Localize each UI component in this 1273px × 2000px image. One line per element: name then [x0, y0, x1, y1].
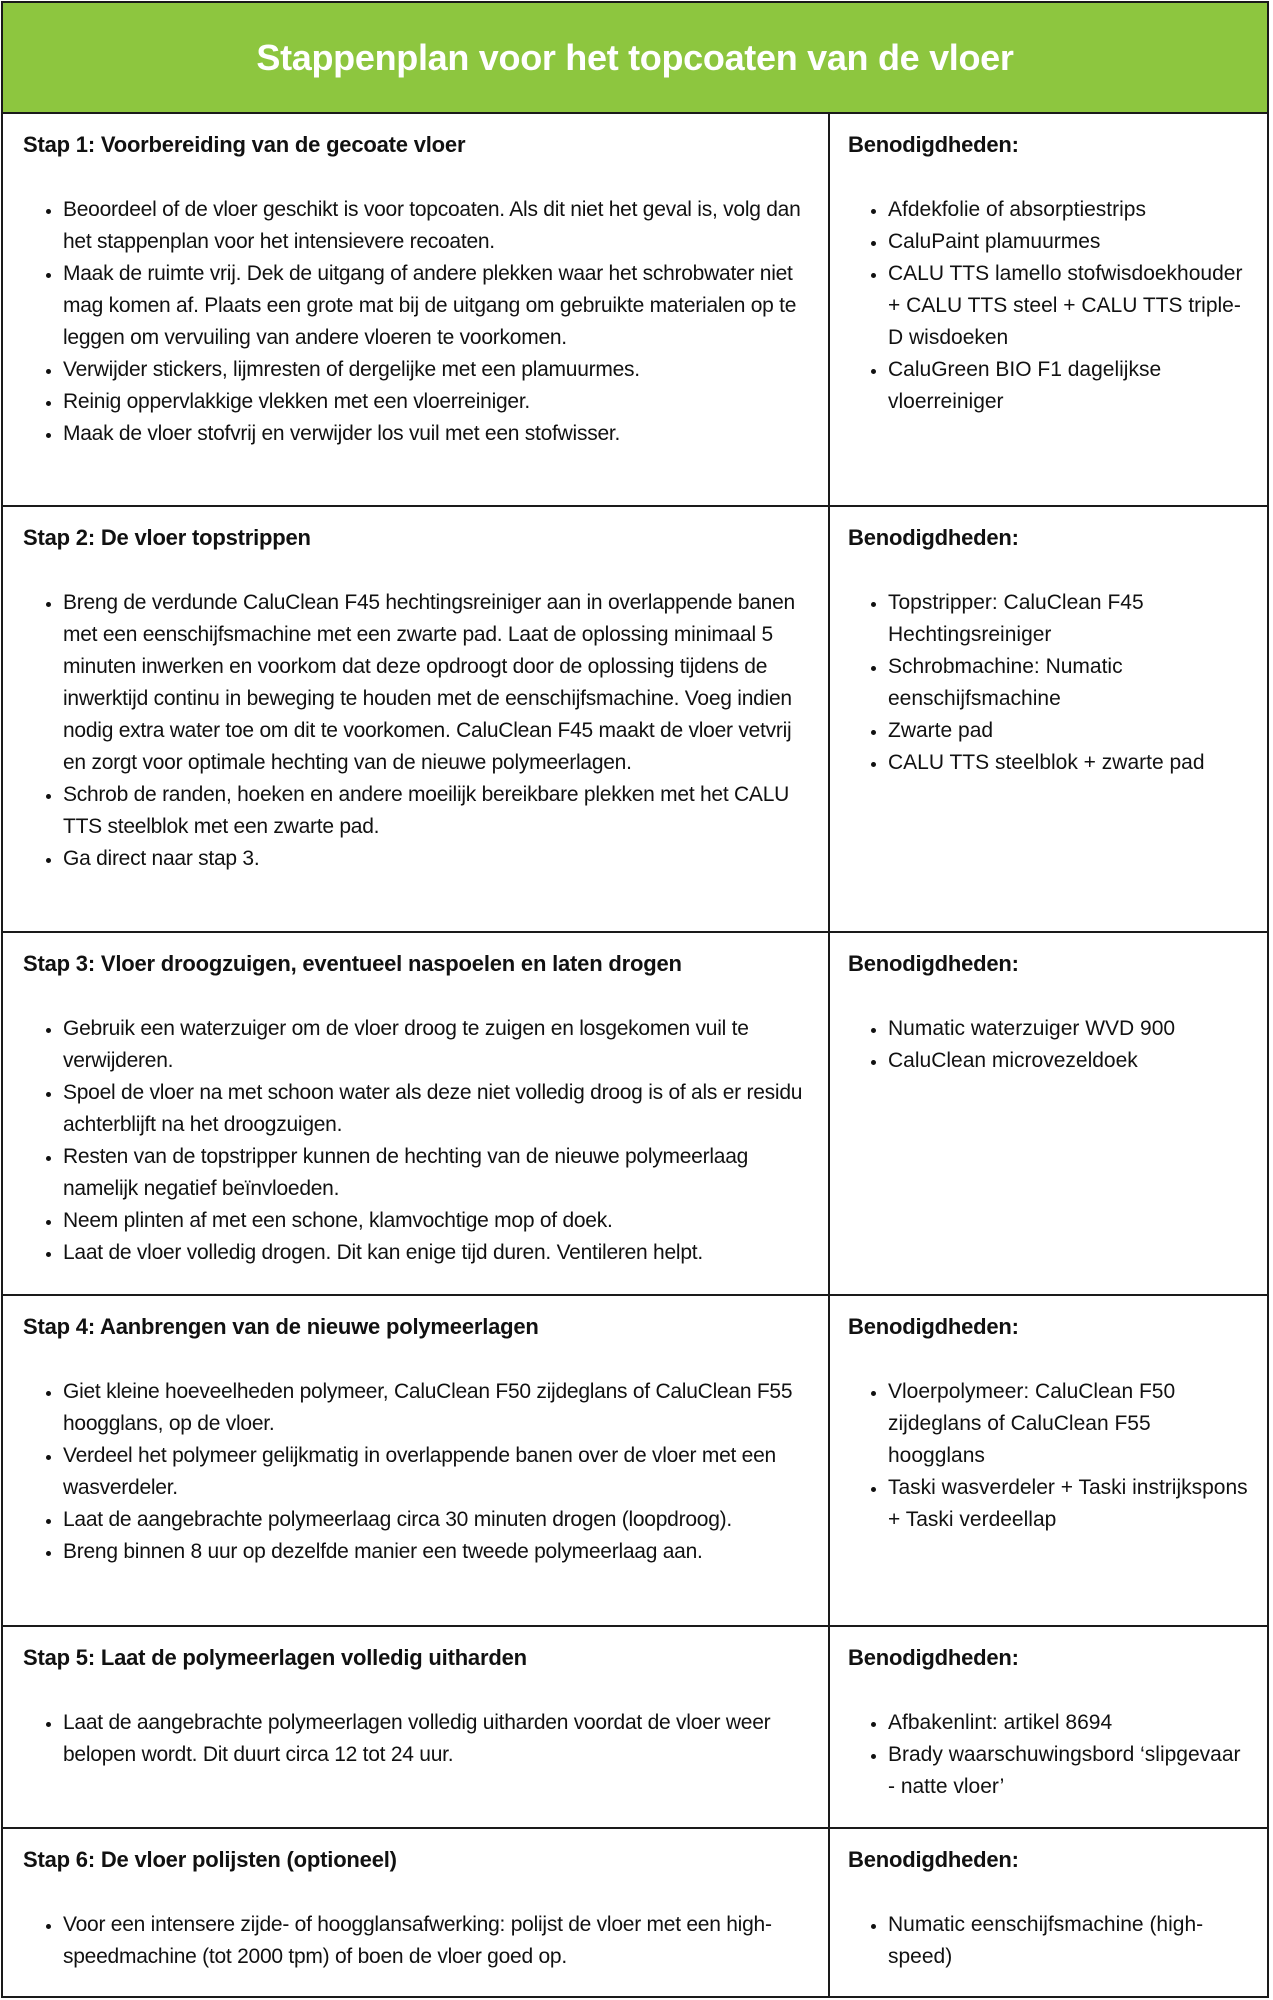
- supplies-cell: [830, 1829, 1267, 1996]
- step-bullet-list: [23, 194, 810, 450]
- step-bullet: • Verwijder stickers, lijmresten of dergelijke met een plamuurmes.: [63, 354, 810, 386]
- step-bullet-list: [23, 1707, 810, 1771]
- step-title: Stap 4: Aanbrengen van de nieuwe polymeerlagen: [23, 1314, 539, 1339]
- step-bullet: • Giet kleine hoeveelheden polymeer, CaluClean F50 zijdeglans of CaluClean F55 hoogglans, op de vloer.: [63, 1376, 810, 1440]
- step-instructions-cell: [3, 1829, 830, 1996]
- supply-item: • Numatic eenschijfsmachine (high-speed): [888, 1909, 1253, 1973]
- step-title: Stap 6: De vloer polijsten (optioneel): [23, 1847, 397, 1872]
- supply-item: • Afdekfolie of absorptiestrips: [888, 194, 1253, 226]
- supplies-cell: [830, 933, 1267, 1294]
- supply-item: • Numatic waterzuiger WVD 900: [888, 1013, 1253, 1045]
- step-bullet-list: [23, 1376, 810, 1568]
- supplies-title: Benodigdheden:: [848, 1645, 1019, 1670]
- step-bullet: • Resten van de topstripper kunnen de hechting van de nieuwe polymeerlaag namelijk negatief beïnvloeden.: [63, 1141, 810, 1205]
- step-bullet: • Verdeel het polymeer gelijkmatig in overlappende banen over de vloer met een wasverdeler.: [63, 1440, 810, 1504]
- step-bullet: • Beoordeel of de vloer geschikt is voor topcoaten. Als dit niet het geval is, volg dan het stappenplan voor het intensievere recoaten.: [63, 194, 810, 258]
- step-bullet: • Spoel de vloer na met schoon water als deze niet volledig droog is of als er residu achterblijft na het droogzuigen.: [63, 1077, 810, 1141]
- step-title: Stap 3: Vloer droogzuigen, eventueel naspoelen en laten drogen: [23, 951, 682, 976]
- supply-item: • CALU TTS lamello stofwisdoekhouder + CALU TTS steel + CALU TTS triple-D wisdoeken: [888, 258, 1253, 354]
- step-bullet: • Voor een intensere zijde- of hoogglansafwerking: polijst de vloer met een high-speedmachine (tot 2000 tpm) of boen de vloer goed op.: [63, 1909, 810, 1973]
- step-bullet: • Laat de aangebrachte polymeerlagen volledig uitharden voordat de vloer weer belopen wordt. Dit duurt circa 12 tot 24 uur.: [63, 1707, 810, 1771]
- step-bullet: • Laat de vloer volledig drogen. Dit kan enige tijd duren. Ventileren helpt.: [63, 1237, 810, 1269]
- supplies-cell: [830, 1296, 1267, 1625]
- step-bullet: • Schrob de randen, hoeken en andere moeilijk bereikbare plekken met het CALU TTS steelblok met een zwarte pad.: [63, 779, 810, 843]
- step-bullet: • Ga direct naar stap 3.: [63, 843, 810, 875]
- step-bullet: • Gebruik een waterzuiger om de vloer droog te zuigen en losgekomen vuil te verwijderen.: [63, 1013, 810, 1077]
- step-bullet-list: [23, 1909, 810, 1973]
- supplies-list: [848, 1707, 1253, 1803]
- supplies-cell: [830, 1627, 1267, 1827]
- step-row-6: [3, 1829, 1267, 1996]
- supplies-cell: [830, 507, 1267, 931]
- step-bullet: • Reinig oppervlakkige vlekken met een vloerreiniger.: [63, 386, 810, 418]
- supplies-title: Benodigdheden:: [848, 525, 1019, 550]
- step-bullet-list: [23, 587, 810, 875]
- step-instructions-cell: [3, 507, 830, 931]
- supply-item: • Afbakenlint: artikel 8694: [888, 1707, 1253, 1739]
- step-instructions-cell: [3, 1296, 830, 1625]
- step-title: Stap 5: Laat de polymeerlagen volledig uitharden: [23, 1645, 527, 1670]
- supplies-list: [848, 194, 1253, 418]
- step-row-1: [3, 114, 1267, 507]
- step-instructions-cell: [3, 933, 830, 1294]
- supply-item: • Brady waarschuwingsbord ‘slipgevaar - natte vloer’: [888, 1739, 1253, 1803]
- step-instructions-cell: [3, 114, 830, 505]
- supply-item: • Vloerpolymeer: CaluClean F50 zijdeglans of CaluClean F55 hoogglans: [888, 1376, 1253, 1472]
- supplies-title: Benodigdheden:: [848, 132, 1019, 157]
- supply-item: • Schrobmachine: Numatic eenschijfsmachine: [888, 651, 1253, 715]
- step-bullet: • Neem plinten af met een schone, klamvochtige mop of doek.: [63, 1205, 810, 1237]
- step-title: Stap 1: Voorbereiding van de gecoate vloer: [23, 132, 466, 157]
- supplies-title: Benodigdheden:: [848, 1847, 1019, 1872]
- step-bullet: • Laat de aangebrachte polymeerlaag circa 30 minuten drogen (loopdroog).: [63, 1504, 810, 1536]
- supply-item: • CALU TTS steelblok + zwarte pad: [888, 747, 1253, 779]
- supply-item: • CaluPaint plamuurmes: [888, 226, 1253, 258]
- supply-item: • Topstripper: CaluClean F45 Hechtingsreiniger: [888, 587, 1253, 651]
- step-row-2: [3, 507, 1267, 933]
- supplies-list: [848, 1376, 1253, 1536]
- step-bullet-list: [23, 1013, 810, 1269]
- step-title: Stap 2: De vloer topstrippen: [23, 525, 311, 550]
- step-instructions-cell: [3, 1627, 830, 1827]
- page-title: Stappenplan voor het topcoaten van de vloer: [256, 36, 1014, 78]
- supply-item: • Zwarte pad: [888, 715, 1253, 747]
- step-row-4: [3, 1296, 1267, 1627]
- supplies-list: [848, 587, 1253, 779]
- supplies-title: Benodigdheden:: [848, 1314, 1019, 1339]
- supplies-list: [848, 1013, 1253, 1077]
- stappenplan-table: [1, 1, 1269, 1998]
- step-bullet: • Breng de verdunde CaluClean F45 hechtingsreiniger aan in overlappende banen met een eenschijfsmachine met een zwarte pad. Laat de oplossing minimaal 5 minuten inwerken en voorkom dat deze opdroogt door de oplossing tijdens de inwerktijd continu in beweging te houden met de eenschijfsmachine. Voeg indien nodig extra water toe om dit te voorkomen. CaluClean F45 maakt de vloer vetvrij en zorgt voor optimale hechting van de nieuwe polymeerlagen.: [63, 587, 810, 779]
- step-row-5: [3, 1627, 1267, 1829]
- step-bullet: • Maak de ruimte vrij. Dek de uitgang of andere plekken waar het schrobwater niet mag komen af. Plaats een grote mat bij de uitgang om gebruikte materialen op te leggen om vervuiling van andere vloeren te voorkomen.: [63, 258, 810, 354]
- supplies-list: [848, 1909, 1253, 1973]
- supply-item: • CaluClean microvezeldoek: [888, 1045, 1253, 1077]
- step-bullet: • Maak de vloer stofvrij en verwijder los vuil met een stofwisser.: [63, 418, 810, 450]
- supply-item: • Taski wasverdeler + Taski instrijkspons + Taski verdeellap: [888, 1472, 1253, 1536]
- step-row-3: [3, 933, 1267, 1296]
- supply-item: • CaluGreen BIO F1 dagelijkse vloerreiniger: [888, 354, 1253, 418]
- step-bullet: • Breng binnen 8 uur op dezelfde manier een tweede polymeerlaag aan.: [63, 1536, 810, 1568]
- supplies-cell: [830, 114, 1267, 505]
- title-banner: [3, 3, 1267, 114]
- supplies-title: Benodigdheden:: [848, 951, 1019, 976]
